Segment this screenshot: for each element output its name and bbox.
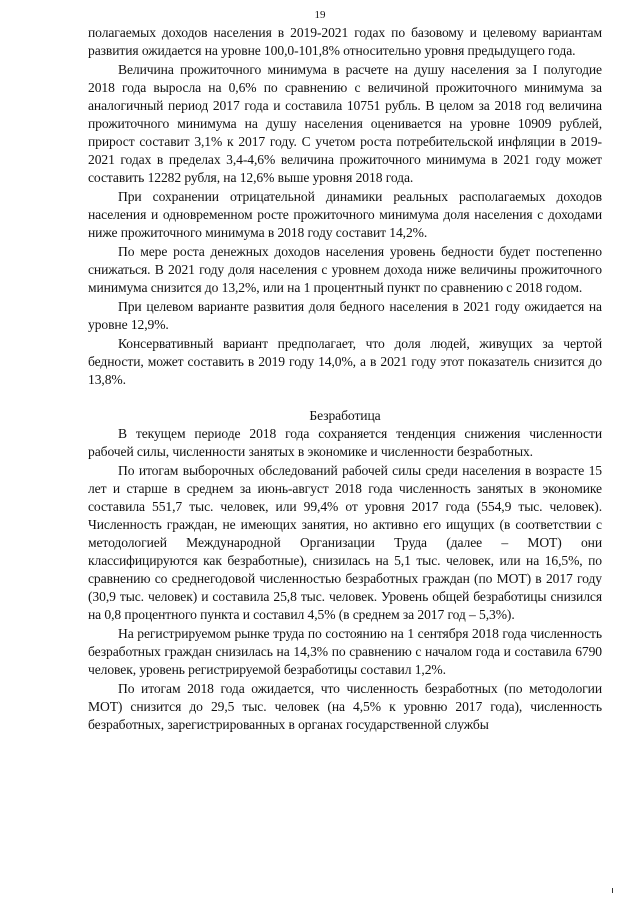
paragraph-2018-forecast: По итогам 2018 года ожидается, что численность безработных (по методологии МОТ) снизится до 29,5 тыс. человек (на 4,5% к уровню 2017 года), численность безработных, зарегистрированных в органах государственной службы [88,681,602,732]
paragraph-subsistence-minimum: Величина прожиточного минимума в расчете на душу населения за I полугодие 2018 года выросла на 0,6% по сравнению с величиной прожиточного минимума за аналогичный период 2017 года и составила 10751 рубль. В целом за 2018 год величина прожиточного минимума на душу населения оценивается на уровне 10909 рублей, прирост составит 3,1% к 2017 году. С учетом роста потребительской инфляции в 2019-2021 годах в пределах 3,4-4,6% величина прожиточного минимума в 2021 году может составить 12282 рубля, на 12,6% выше уровня 2018 года. [88,62,602,185]
page-number: 19 [314,9,326,21]
paragraph-target-variant: При целевом варианте развития доля бедного населения в 2021 году ожидается на уровне 12,9%. [88,299,602,332]
document-body [88,24,602,735]
paragraph-registered-market: На регистрируемом рынке труда по состоянию на 1 сентября 2018 года численность безработных граждан снизилась на 14,3% по сравнению с началом года и составила 6790 человек, уровень регистрируемой безработицы составил 1,2%. [88,626,602,677]
scan-mark [612,888,613,893]
paragraph-workforce-trend: В текущем периоде 2018 года сохраняется тенденция снижения численности рабочей силы, численности занятых в экономике и численности безработных. [88,426,602,459]
paragraph-poverty-decline: По мере роста денежных доходов населения уровень бедности будет постепенно снижаться. В 2021 году доля населения с уровнем дохода ниже величины прожиточного минимума снизится до 13,2%, или на 1 процентный пункт по сравнению с 2018 годом. [88,244,602,295]
paragraph-labor-survey: По итогам выборочных обследований рабочей силы среди населения в возрасте 15 лет и старше в среднем за июнь-август 2018 года численность занятых в экономике составила 551,7 тыс. человек, или 99,4% от уровня 2017 года (554,9 тыс. человек). Численность граждан, не имеющих занятия, но активно его ищущих (в соответствии с методологией Международной Организации Труда (далее – МОТ) они классифицируются как безработные), снизилась на 5,1 тыс. человек, или на 16,5%, по сравнению со среднегодовой численностью безработных граждан (по МОТ) в 2017 году (30,9 тыс. человек) и составила 25,8 тыс. человек. Уровень общей безработицы снизился на 0,8 процентного пункта и составил 4,5% (в среднем за 2017 год – 5,3%). [88,463,602,622]
section-heading-unemployment: Безработица [309,408,381,423]
paragraph-conservative-variant: Консервативный вариант предполагает, что доля людей, живущих за чертой бедности, может составить в 2019 году 14,0%, а в 2021 году этот показатель снизится до 13,8%. [88,336,602,387]
paragraph-continuation: полагаемых доходов населения в 2019-2021 годах по базовому и целевому вариантам развития ожидается на уровне 100,0-101,8% относительно уровня предыдущего года. [88,25,602,58]
paragraph-low-income-share: При сохранении отрицательной динамики реальных располагаемых доходов населения и одновременном росте прожиточного минимума доля населения с доходами ниже прожиточного минимума в 2018 году составит 14,2%. [88,189,602,240]
